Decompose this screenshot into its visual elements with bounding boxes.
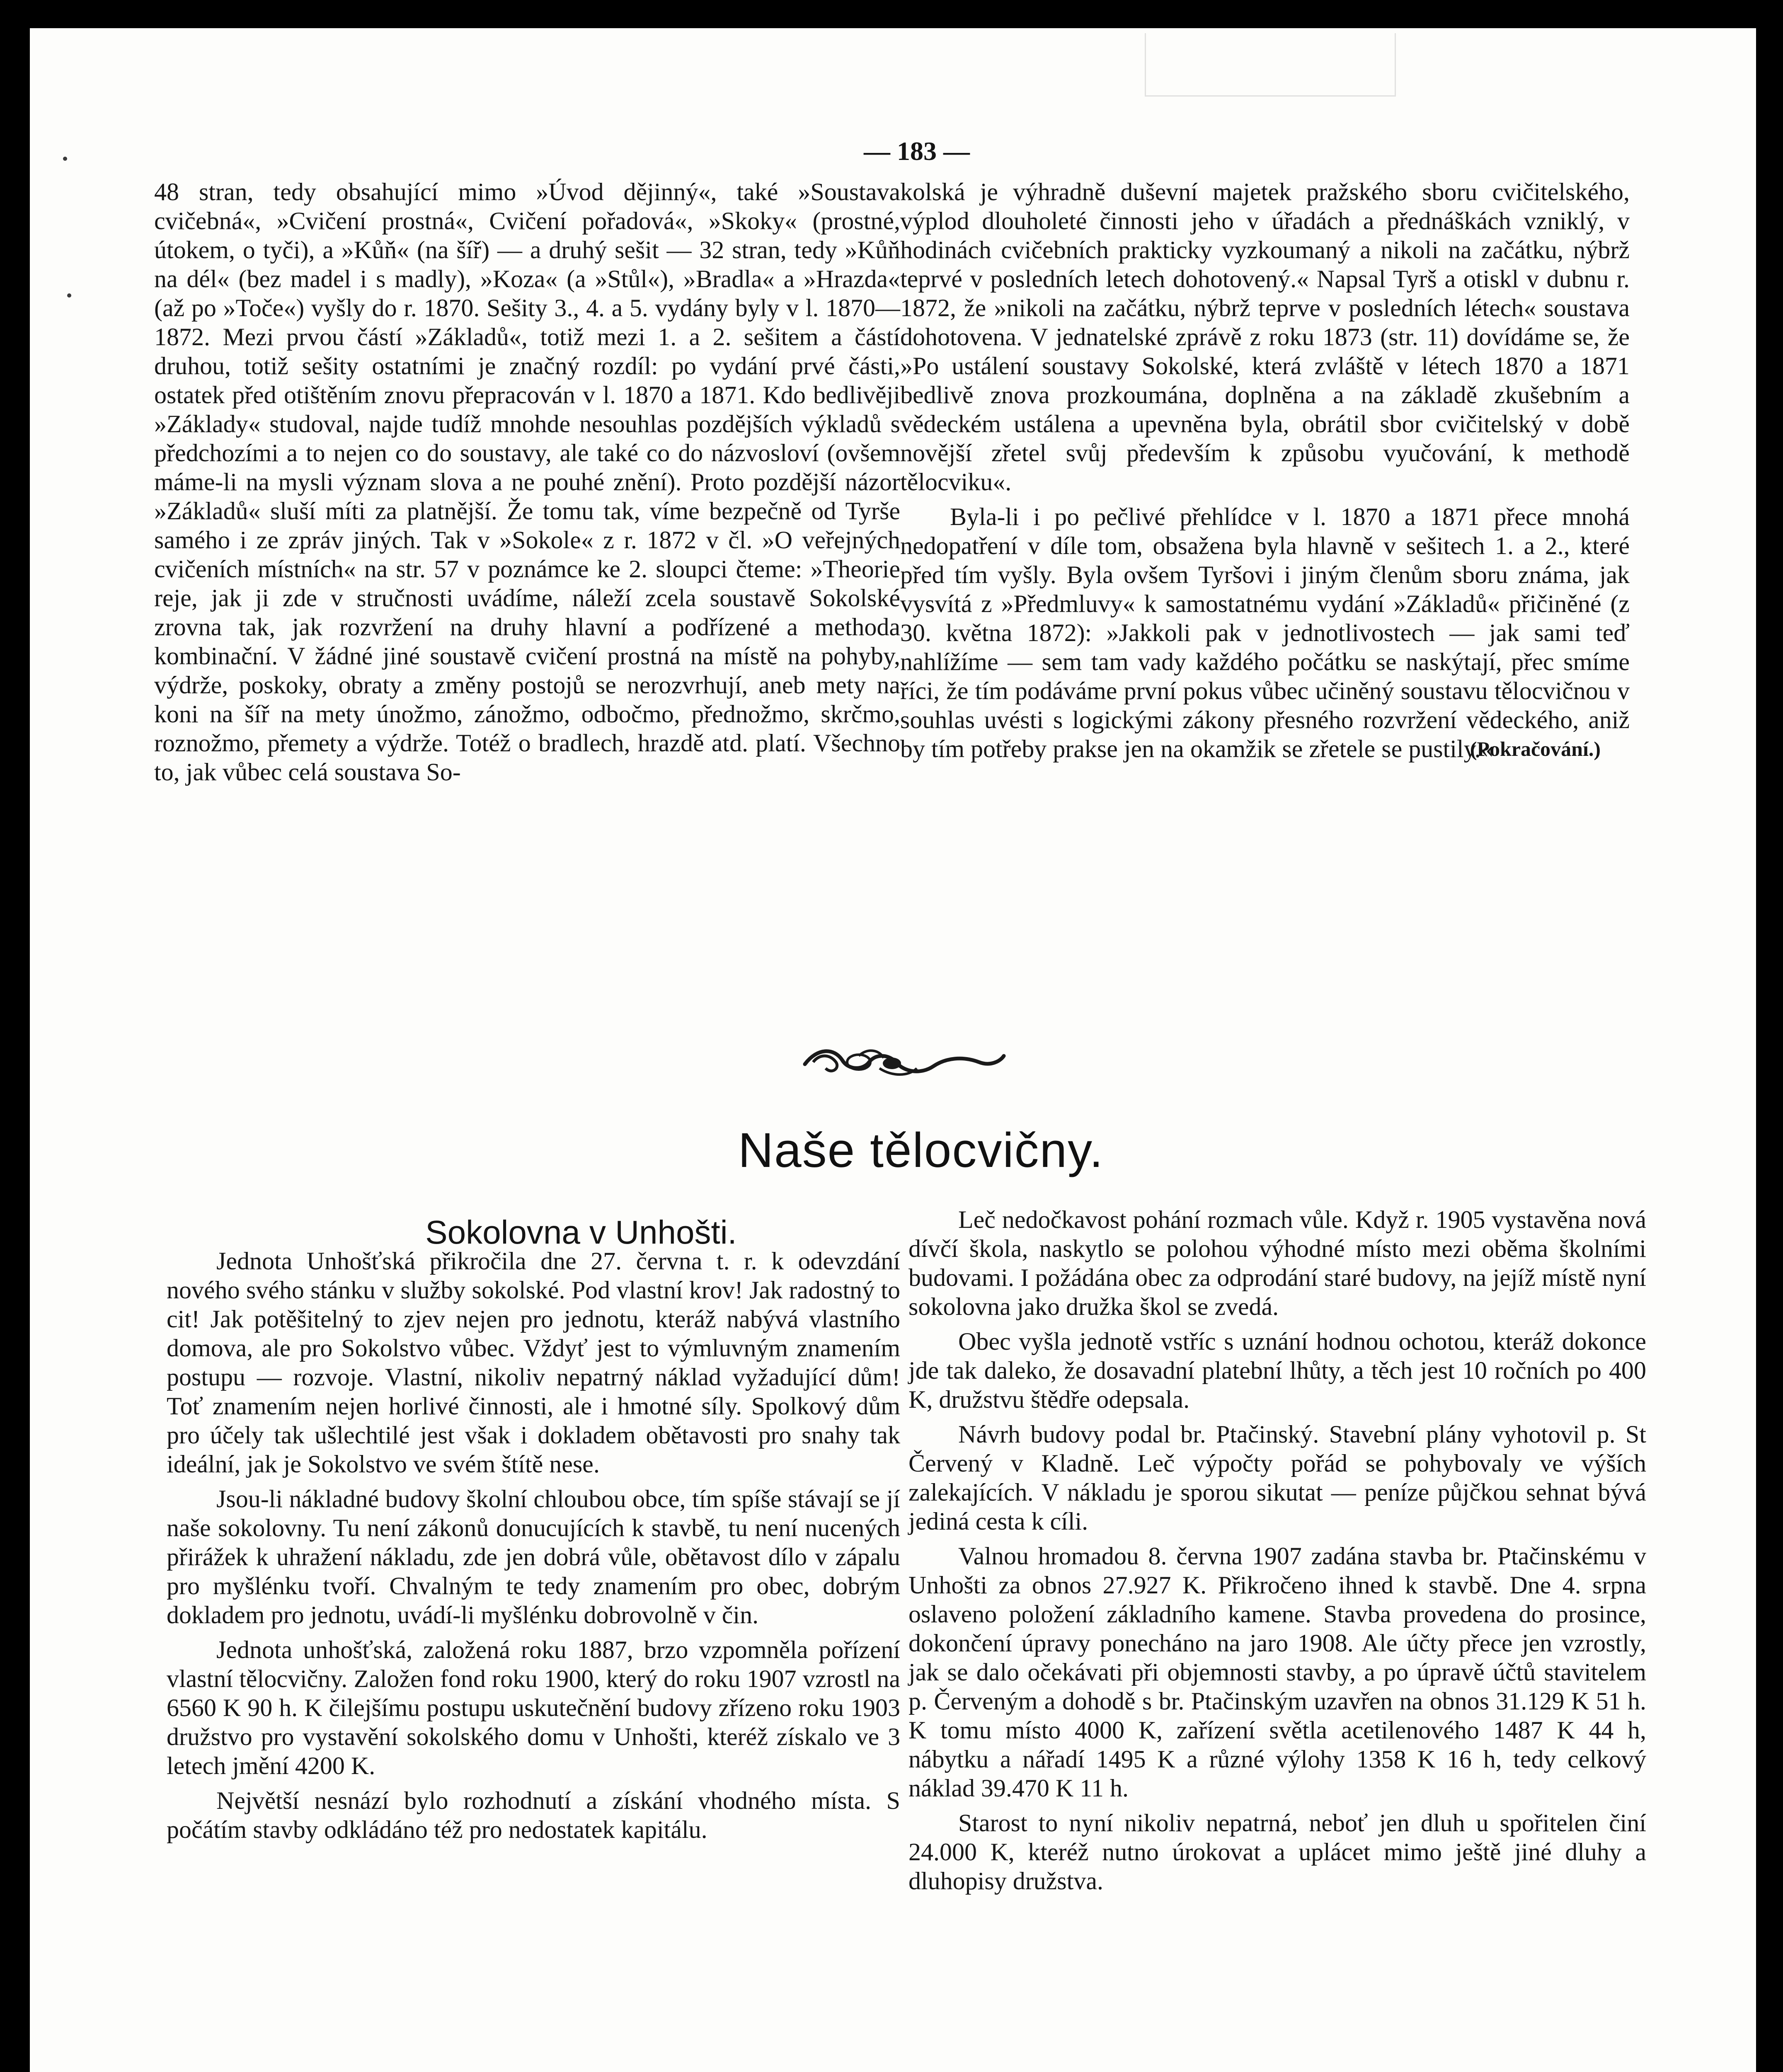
article-title: Naše tělocvičny. (738, 1123, 1104, 1178)
article-left-column (167, 1247, 900, 1844)
paragraph: Starost to nyní nikoliv nepatrná, neboť jen dluh u spořitelen činí 24.000 K, kteréž nutno úrokovat a uplácet mimo ještě jiné dluhy a dluhopisy družstva. (908, 1809, 1646, 1895)
section-title: Sokolovna v Unhošti. (425, 1214, 737, 1251)
paragraph: Jsou-li nákladné budovy školní chloubou obce, tím spíše stávají se jí naše sokolovny. Tu není zákonů donucujících k stavbě, tu není nucených přirážek k uhražení nákladu, zde jen dobrá vůle, obětavost dílo v zápalu pro myšlénku tvoří. Chvalným te tedy znamením pro obec, dobrým dokladem pro jednotu, uvádí-li myšlénku dobrovolně v čin. (167, 1485, 900, 1629)
scanned-page (30, 28, 1756, 2072)
continued-label: (Pokračování.) (1470, 737, 1601, 760)
paragraph: kolská je výhradně duševní majetek pražského sboru cvičitelského, výplod dlouholeté činnosti jeho v úřadách a přednáškách vzniklý, v hodinách cvičebních prakticky vyzkoumaný a nikoli na začátku, nýbrž teprvé v posledních letech dohotovený.« Napsal Tyrš a otiskl v dubnu r. 1872, že »nikoli na začátku, nýbrž teprve v posledních létech« soustava dohotovena. V jednatelské zprávě z roku 1873 (str. 11) dovídáme se, že »Po ustálení soustavy Sokolské, která zvláště v létech 1870 a 1871 bedlivě znova prozkoumána, doplněna a na základě zkušebním a vědeckém ustálena a upevněna byla, obrátil sbor cvičitelský v době novější zřetel svůj především k způsobu vyučování, k methodě tělocviku«. (900, 178, 1630, 496)
decorative-ornament-icon (797, 1039, 1008, 1085)
continued-article-left-column (154, 177, 900, 787)
article-right-column (908, 1205, 1646, 1895)
paragraph: Návrh budovy podal br. Ptačinský. Stavební plány vyhotovil p. St Červený v Kladně. Leč výpočty pořád se pohybovaly ve výších zalekajících. V nákladu je sporou sikutat — peníze půjčkou sehnat bývá jediná cesta k cíli. (908, 1421, 1646, 1535)
paragraph: Obec vyšla jednotě vstříc s uznání hodnou ochotou, kteráž dokonce jde tak daleko, že dosavadní platební lhůty, a těch jest 10 ročních po 400 K, družstvu štědře odepsala. (908, 1328, 1646, 1413)
paragraph: Byla-li i po pečlivé přehlídce v l. 1870 a 1871 přece mnohá nedopatření v díle tom, obsažena byla hlavně v sešitech 1. a 2., které před tím vyšly. Byla ovšem Tyršovi i jiným členům sboru známa, jak vysvítá z »Předmluvy« k samostatnému vydání »Základů« přičiněné (z 30. května 1872): »Jakkoli pak v jednotlivostech — jak sami teď nahlížíme — sem tam vady každého počátku se naskýtají, přec smíme říci, že tím podáváme první pokus vůbec učiněný soustavu tělocvičnou v souhlas uvésti s logickými zákony přesného rozvržení vědeckého, aniž by tím potřeby prakse jen na okamžik se zřetele se pustily.« (900, 503, 1630, 762)
paragraph: Leč nedočkavost pohání rozmach vůle. Když r. 1905 vystavěna nová dívčí škola, naskytlo se polohou výhodné místo mezi oběma školními budovami. I požádána obec za odprodání staré budovy, na jejíž místě nyní sokolovna jako družka škol se zvedá. (908, 1206, 1646, 1320)
paragraph: Jednota unhošťská, založená roku 1887, brzo vzpomněla pořízení vlastní tělocvičny. Založen fond roku 1900, který do roku 1907 vzrostl na 6560 K 90 h. K čilejšímu postupu uskutečnění budovy zřízeno roku 1903 družstvo pro vystavění sokolského domu v Unhošti, kteréž získalo ve 3 letech jmění 4200 K. (167, 1636, 900, 1779)
print-speck (67, 293, 71, 298)
print-speck (63, 157, 67, 161)
paragraph: Valnou hromadou 8. června 1907 zadána stavba br. Ptačinskému v Unhošti za obnos 27.927 K. Přikročeno ihned k stavbě. Dne 4. srpna oslaveno položení základního kamene. Stavba provedena do prosince, dokončení úpravy ponecháno na jaro 1908. Ale účty přece jen vzrostly, jak se dalo očekávati při objemnosti stavby, a po úpravě účtů stavitelem p. Červeným a dohodě s br. Ptačinským uzavřen na obnos 31.129 K 51 h. K tomu místo 4000 K, zařízení světla acetilenového 1487 K 44 h, nábytku a nářadí 1495 K a různé výlohy 1358 K 16 h, tedy celkový náklad 39.470 K 11 h. (908, 1542, 1646, 1802)
frame-mark (1145, 33, 1396, 97)
page-number: — 183 — (864, 136, 970, 166)
continued-article-right-column (900, 177, 1630, 763)
paragraph: Největší nesnází bylo rozhodnutí a získání vhodného místa. S počátím stavby odkládáno též pro nedostatek kapitálu. (167, 1787, 900, 1843)
paragraph: 48 stran, tedy obsahující mimo »Úvod dějinný«, také »Soustava cvičebná«, »Cvičení prostná«, Cvičení pořadová«, »Skoky« (prostné, útokem, o tyči), a »Kůň« (na šíř) — a druhý sešit — 32 stran, tedy »Kůň na dél« (bez madel i s madly), »Koza« (a »Stůl«), »Bradla« a »Hrazda« (až po »Toče«) vyšly do r. 1870. Sešity 3., 4. a 5. vydány byly v l. 1870—1872. Mezi prvou částí »Základů«, totiž mezi 1. a 2. sešitem a částí druhou, totiž sešity ostatními je značný rozdíl: po vydání prvé části, ostatek před otištěním znovu přepracován v l. 1870 a 1871. Kdo bedlivěji »Základy« studoval, najde tudíž mnohde nesouhlas pozdějších výkladů s předchozími a to nejen co do soustavy, ale také co do názvosloví (ovšem máme-li na mysli význam slova a ne pouhé znění). Proto pozdější názor »Základů« sluší míti za platnější. Že tomu tak, víme bezpečně od Tyrše samého i ze zpráv jiných. Tak v »Sokole« z r. 1872 v čl. »O veřejných cvičeních místních« na str. 57 v poznámce ke 2. sloupci čteme: »Theorie reje, jak ji zde v stručnosti uvádíme, náleží zcela soustavě Sokolské zrovna tak, jak rozvržení na druhy hlavní a podřízené a methoda kombinační. V žádné jiné soustavě cvičení prostná na místě na pohyby, výdrže, poskoky, obraty a změny postojů se nerozvrhují, aneb mety na koni na šíř na mety únožmo, zánožmo, odbočmo, přednožmo, skrčmo, roznožmo, přemety a výdrže. Totéž o bradlech, hrazdě atd. platí. Všechno to, jak vůbec celá soustava So- (154, 178, 900, 786)
paragraph: Jednota Unhošťská přikročila dne 27. června t. r. k odevzdání nového svého stánku v služby sokolské. Pod vlastní krov! Jak radostný to cit! Jak potěšitelný to zjev nejen pro jednotu, kteráž nabývá vlastního domova, ale pro Sokolstvo vůbec. Vždyť jest to výmluvným znamením postupu — rozvoje. Vlastní, nikoliv nepatrný náklad vyžadující dům! Toť znamením nejen horlivé činnosti, ale i hmotné síly. Spolkový dům pro účely tak ušlechtilé jest však i dokladem obětavosti pro snahy tak ideální, jak je Sokolstvo ve svém štítě nese. (167, 1247, 900, 1478)
